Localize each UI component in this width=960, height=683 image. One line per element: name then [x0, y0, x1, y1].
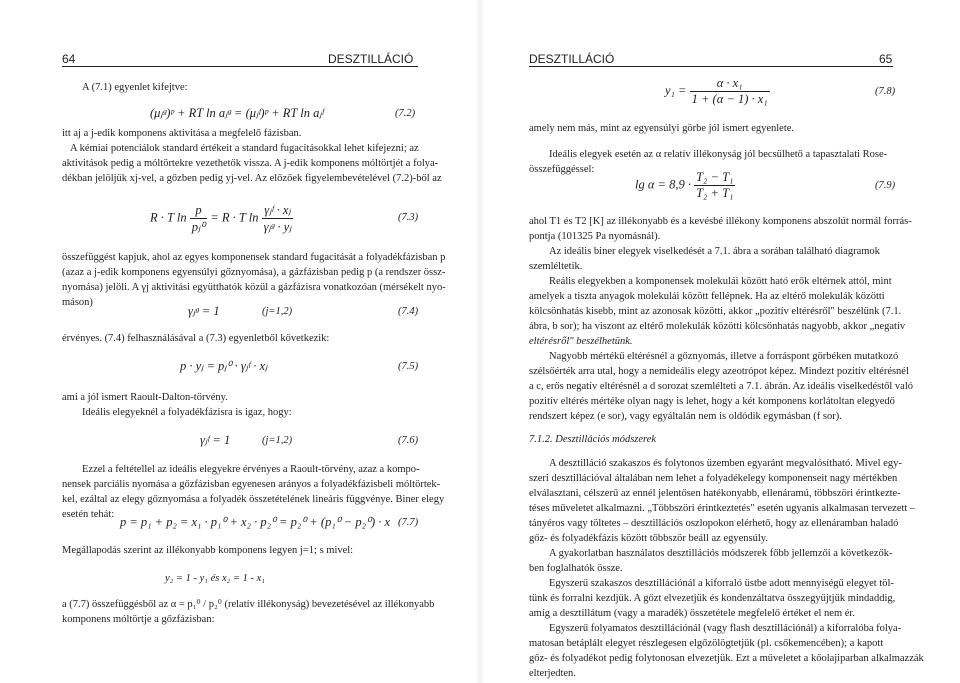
paragraph-line: ami a jól ismert Raoult-Dalton-törvény. [62, 392, 228, 403]
paragraph-line: A kémiai potenciálok standard értékeit a standard fugacitásokkal lehet kifejezni; az [70, 143, 419, 154]
paragraph-line: gőz- és folyadékfázis között többször beáll az egyensúly. [529, 533, 768, 544]
running-head: DESZTILLÁCIÓ [328, 52, 414, 66]
book-gutter [476, 0, 484, 683]
paragraph-line: Ezzel a feltétellel az ideális elegyekre érvényes a Raoult-törvény, azaz a kompo- [82, 464, 420, 475]
page-number: 65 [879, 52, 893, 66]
paragraph-line: pozitív eltérés mértéke olyan nagy is lehet, hogy a két komponens korlátoltan elegyedő [529, 396, 895, 407]
paragraph-line: (azaz a j-edik komponens egyensúlyi gőznyomása), a gázfázisban pedig p (a rendszer össz- [62, 267, 446, 278]
paragraph-line: tünk és forralni kezdjük. A gőzt elvezetjük és kondenzáltatva összegyűjtjük mindaddig, [529, 593, 896, 604]
paragraph-line: Egyszerű szakaszos desztillációnál a kiforraló üstbe adott mennyiségű elegyet töl- [549, 578, 894, 589]
paragraph-line: nyomása) jelöli. A γj aktivitási együtthatók közül a gázfázisra vonatkozóan (mérsékelt nyo- [62, 282, 446, 293]
paragraph-line: szeri desztillációval általában nem lehet a folyadékelegy komponenseit nagy mértékben [529, 473, 898, 484]
paragraph-line: kölcsönhatás kisebb, mint az azonosak közötti, akkor „pozitív eltérésről" beszélünk (7.1. [529, 306, 902, 317]
header-rule [529, 66, 893, 67]
equation-number: (7.3) [398, 212, 419, 223]
paragraph-line: eltérésről" beszélhetünk. [529, 336, 633, 347]
equation-condition: (j=1,2) [262, 306, 293, 317]
equation-number: (7.2) [395, 108, 416, 119]
paragraph-line: itt aj a j-edik komponens aktivitása a megfelelő fázisban. [62, 128, 302, 139]
equation-7-3: R · T ln $\frac{p}{\text{pⱼ⁰}}$ = R · T ln $\frac{\text{γⱼᶠ · xⱼ}}{\text{γⱼᵍ · yⱼ}}$ [150, 202, 292, 234]
left-page [0, 0, 475, 683]
equation-7-8: y₁ = $\frac{\text{α · x₁}}{\text{1 + (α − 1) · x₁}}$ [665, 76, 768, 106]
paragraph-line: Reális elegyekben a komponensek molekulái között ható erők eltérnek attól, mint [549, 276, 892, 287]
paragraph-line: rendszert képez (e sor), vagy egyáltalán nem is oldódik egymásban (f sor). [529, 411, 842, 422]
equation-7-5: p · yⱼ = pⱼ⁰ · γⱼᶠ · xⱼ [180, 359, 268, 373]
paragraph-line: Nagyobb mértékű eltérésnél a gőznyomás, illetve a forráspont görbéken mutatkozó [549, 351, 899, 362]
equation-condition: (j=1,2) [262, 435, 293, 446]
paragraph-line: matosan betáplált elegyet részlegesen elgőzölögtetjük (pl. csőkemencében); a kapott [529, 638, 884, 649]
paragraph-line: esetén tehát: [62, 509, 115, 520]
equation-7-9: lg α = 8,9 · $\frac{\text{T₂ − T₁}}{\text{T₂ + T₁}}$ [635, 170, 734, 200]
equation-y2: y₂ = 1 - y₁ és x₂ = 1 - x₁ [165, 573, 265, 584]
paragraph-line: amelyek a tiszta anyagok molekulái között fellépnek. Ha az eltérő molekulák közötti [529, 291, 885, 302]
paragraph-line: ben foglalhatók össze. [529, 563, 623, 574]
paragraph-line: Megállapodás szerint az illékonyabb komponens legyen j=1; s mivel: [62, 545, 354, 556]
equation-number: (7.9) [875, 180, 896, 191]
equation-7-2: (μⱼᵍ)ᵖ + RT ln aⱼᵍ = (μⱼᶠ)ᵖ + RT ln aⱼᶠ [150, 106, 324, 120]
intro-text: A (7.1) egyenlet kifejtve: [82, 82, 188, 93]
paragraph-line: nensek parciális nyomása a gőzfázisban egyenesen arányos a folyadékfázisbeli móltörtek- [62, 479, 441, 490]
paragraph-line: elterjedten. [529, 668, 576, 679]
paragraph-line: amíg a desztillátum (vagy a maradék) összetétele megfelelő értéket el nem ér. [529, 608, 855, 619]
section-heading: 7.1.2. Desztillációs módszerek [529, 434, 657, 445]
paragraph-line: pontja (101325 Pa nyomásnál). [529, 231, 661, 242]
equation-number: (7.7) [398, 517, 419, 528]
paragraph-line: A gyakorlatban használatos desztillációs módszerek főbb jellemzői a következők- [549, 548, 893, 559]
equation-7-6: γⱼᶠ = 1 [200, 433, 231, 447]
paragraph-line: szemléltetik. [529, 261, 583, 272]
running-head: DESZTILLÁCIÓ [529, 52, 615, 66]
right-page [485, 0, 960, 683]
header-rule [62, 66, 418, 67]
paragraph-line: Egyszerű folyamatos desztillációnál (vagy flash desztillációnál) a kiforralóba folya- [549, 623, 902, 634]
paragraph-line: aktivitások pedig a móltörtekre vezethetők vissza. A j-edik komponens móltörtjét a folya- [62, 158, 439, 169]
paragraph-line: A desztilláció szakaszos és folytonos üzemben egyaránt megvalósítható. Mivel egy- [549, 458, 902, 469]
equation-7-7: p = p₁ + p₂ = x₁ · p₁⁰ + x₂ · p₂⁰ = p₂⁰ + (p₁⁰ − p₂⁰) · x [120, 515, 391, 529]
paragraph-line: a c, erős negatív eltérésnél a d sorozat szemlélteti a 7.1. ábrán. Az ideális viselkedéstől való [529, 381, 913, 392]
equation-7-4: γⱼᵍ = 1 [188, 304, 220, 318]
paragraph-line: gőz- és folyadékot pedig folytonosan elvezetjük. Ezt a műveletet a kőolajiparban alkalmazzák [529, 653, 924, 664]
page-number: 64 [62, 52, 76, 66]
paragraph-line: Az ideális biner elegyek viselkedését a 7.1. ábra a sorában található diagramok [549, 246, 880, 257]
equation-number: (7.6) [398, 435, 419, 446]
paragraph-line: kel, ezáltal az elegy gőznyomása a folyadék összetételének lineáris függvénye. Biner elegy [62, 494, 445, 505]
paragraph-line: Ideális elegyek esetén az α relatív illékonyság jól becsülhető a tapasztalati Rose- [549, 149, 888, 160]
paragraph-line: máson) [62, 297, 93, 308]
paragraph-line: dékban jelöljük xj-vel, a gőzben pedig yj-vel. Az előzőek figyelembevételével (7.2)-ből az [62, 173, 442, 184]
paragraph-line: összefüggéssel: [529, 164, 595, 175]
paragraph-line: ahol T1 és T2 [K] az illékonyabb és a kevésbé illékony komponens abszolút normál forrás- [529, 216, 912, 227]
paragraph-line: a (7.7) összefüggésből az α = p₁⁰ / p₂⁰ (relatív illékonyság) bevezetésével az illékonyabb [62, 599, 435, 610]
paragraph-line: összefüggést kapjuk, ahol az egyes komponensek standard fugacitását a folyadékfázisban p [62, 252, 446, 263]
paragraph-line: elválasztani, célszerű az ennél jelentősen hatékonyabb, ellenáramú, többszöri érintkezte- [529, 488, 901, 499]
paragraph-line: amely nem más, mint az egyensúlyi görbe jól ismert egyenlete. [529, 123, 795, 134]
paragraph-line: érvényes. (7.4) felhasználásával a (7.3) egyenletből következik: [62, 333, 330, 344]
paragraph-line: szélsőérték arra utal, hogy a nemideális elegy azeotrópot képez. Mindezt pozitív eltérésnél [529, 366, 909, 377]
equation-number: (7.4) [398, 306, 419, 317]
paragraph-line: tányéros vagy töltetes – desztillációs oszlopokon elérhető, hogy az ellenáramban haladó [529, 518, 899, 529]
paragraph-line: Ideális elegyeknél a folyadékfázisra is igaz, hogy: [82, 407, 292, 418]
equation-number: (7.5) [398, 361, 419, 372]
equation-number: (7.8) [875, 86, 896, 97]
paragraph-line: komponens móltörtje a gőzfázisban: [62, 614, 215, 625]
paragraph-line: ábra, b sor); ha viszont az eltérő molekulák közötti kölcsönhatás nagyobb, akkor „negatív [529, 321, 906, 332]
paragraph-line: téses műveletet alkalmazni. „Többszöri érintkeztetés" esetén ugyanis alkalmasan tervezett – [529, 503, 916, 514]
